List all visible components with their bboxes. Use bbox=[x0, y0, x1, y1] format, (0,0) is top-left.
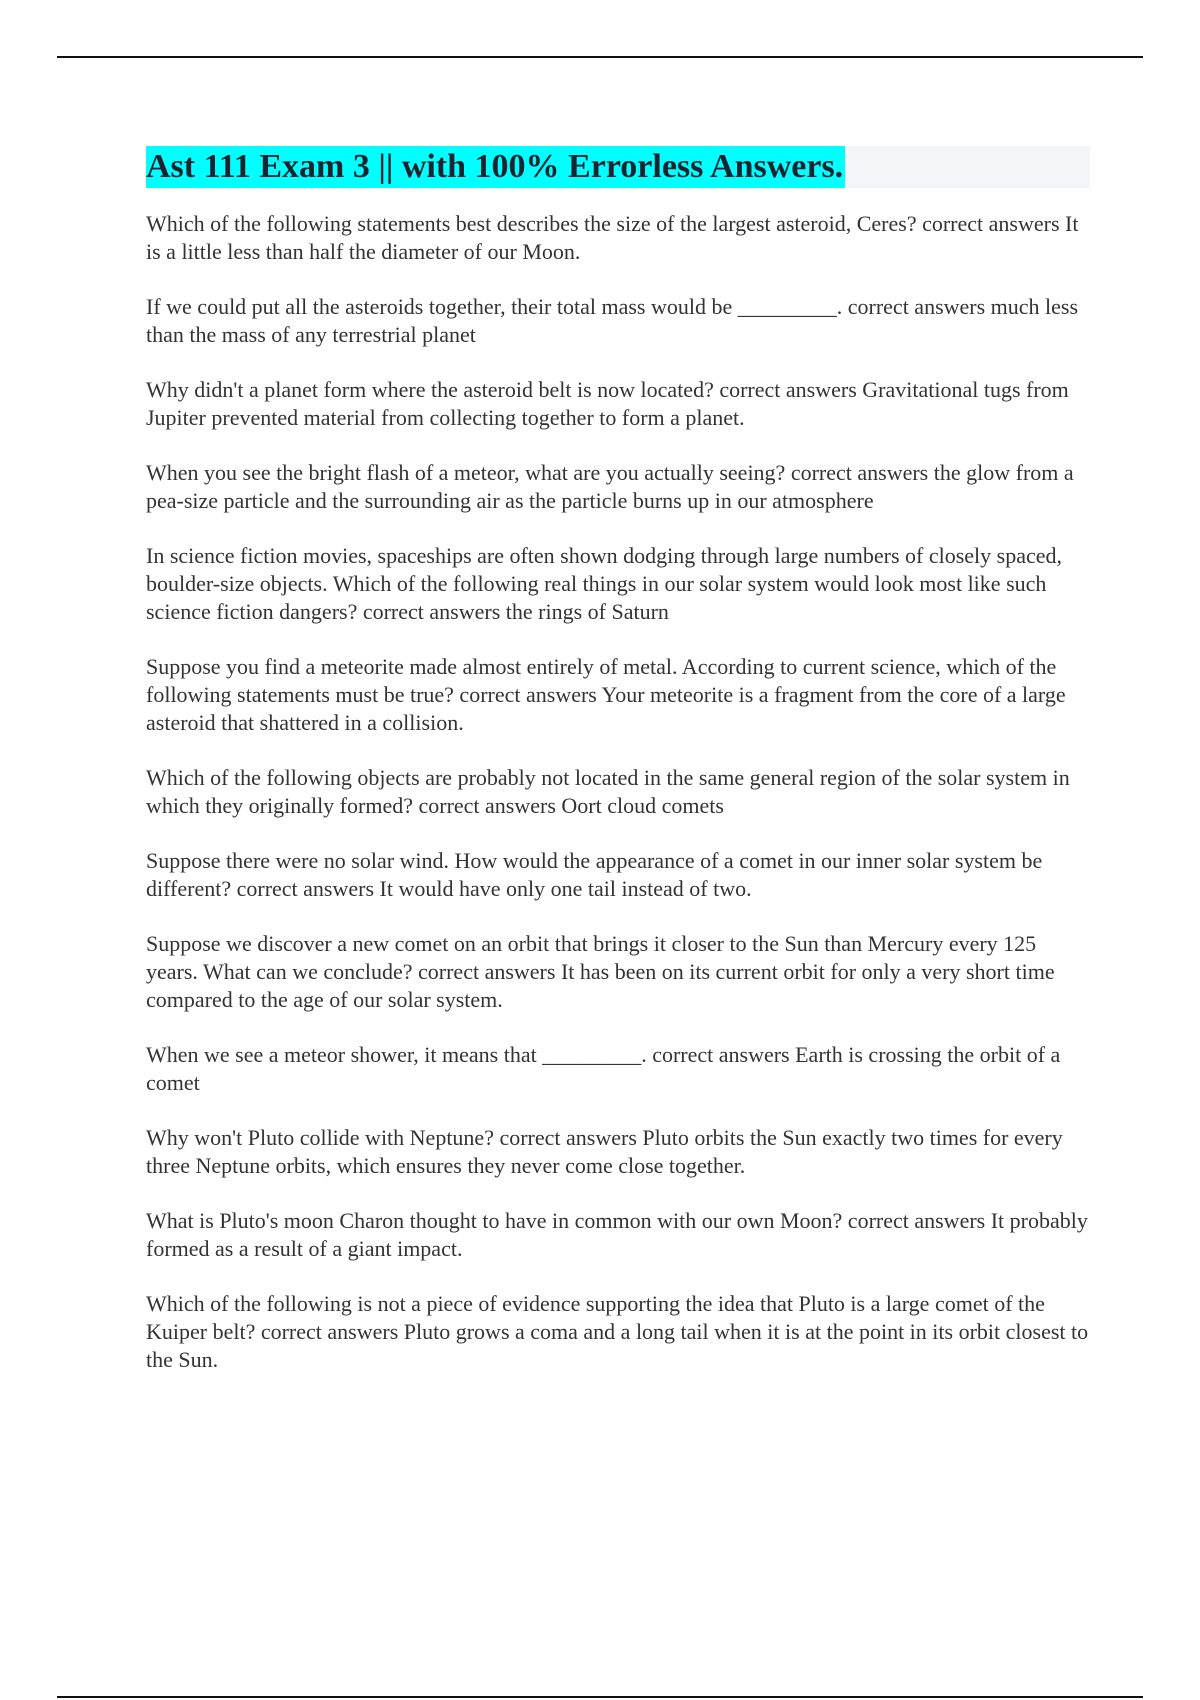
qa-item-10: When we see a meteor shower, it means that _________. correct answers Earth is crossing the orbit of a comet bbox=[146, 1042, 1061, 1095]
document-title: Ast 111 Exam 3 || with 100% Errorless Answers. bbox=[146, 146, 845, 188]
qa-item-11: Why won't Pluto collide with Neptune? correct answers Pluto orbits the Sun exactly two times for every three Neptune orbits, which ensures they never come close together. bbox=[146, 1125, 1063, 1178]
qa-item-9: Suppose we discover a new comet on an orbit that brings it closer to the Sun than Mercury every 125 years. What can we conclude? correct answers It has been on its current orbit for only a very short time compared to the age of our solar system. bbox=[146, 931, 1055, 1012]
qa-item-2: If we could put all the asteroids together, their total mass would be _________. correct answers much less than the mass of any terrestrial planet bbox=[146, 294, 1079, 347]
qa-item-5: In science fiction movies, spaceships are often shown dodging through large numbers of closely spaced, boulder-size objects. Which of the following real things in our solar system would look most like such science fiction dangers? correct answers the rings of Saturn bbox=[146, 543, 1063, 624]
qa-item-13: Which of the following is not a piece of evidence supporting the idea that Pluto is a large comet of the Kuiper belt? correct answers Pluto grows a coma and a long tail when it is at the point in its orbit closest to the Sun. bbox=[146, 1291, 1089, 1372]
qa-item-1: Which of the following statements best describes the size of the largest asteroid, Ceres? correct answers It is a little less than half the diameter of our Moon. bbox=[146, 211, 1079, 264]
top-rule bbox=[57, 56, 1143, 58]
bottom-rule bbox=[57, 1696, 1143, 1698]
qa-item-3: Why didn't a planet form where the asteroid belt is now located? correct answers Gravitational tugs from Jupiter prevented material from collecting together to form a planet. bbox=[146, 377, 1069, 430]
qa-item-12: What is Pluto's moon Charon thought to have in common with our own Moon? correct answers It probably formed as a result of a giant impact. bbox=[146, 1208, 1088, 1261]
qa-item-8: Suppose there were no solar wind. How would the appearance of a comet in our inner solar system be different? correct answers It would have only one tail instead of two. bbox=[146, 848, 1043, 901]
qa-item-7: Which of the following objects are probably not located in the same general region of the solar system in which they originally formed? correct answers Oort cloud comets bbox=[146, 765, 1070, 818]
qa-item-4: When you see the bright flash of a meteor, what are you actually seeing? correct answers the glow from a pea-size particle and the surrounding air as the particle burns up in our atmosphere bbox=[146, 460, 1074, 513]
document-body bbox=[146, 146, 1090, 1401]
qa-item-6: Suppose you find a meteorite made almost entirely of metal. According to current science, which of the following statements must be true? correct answers Your meteorite is a fragment from the core of a large asteroid that shattered in a collision. bbox=[146, 654, 1066, 735]
title-bar bbox=[146, 146, 1090, 188]
